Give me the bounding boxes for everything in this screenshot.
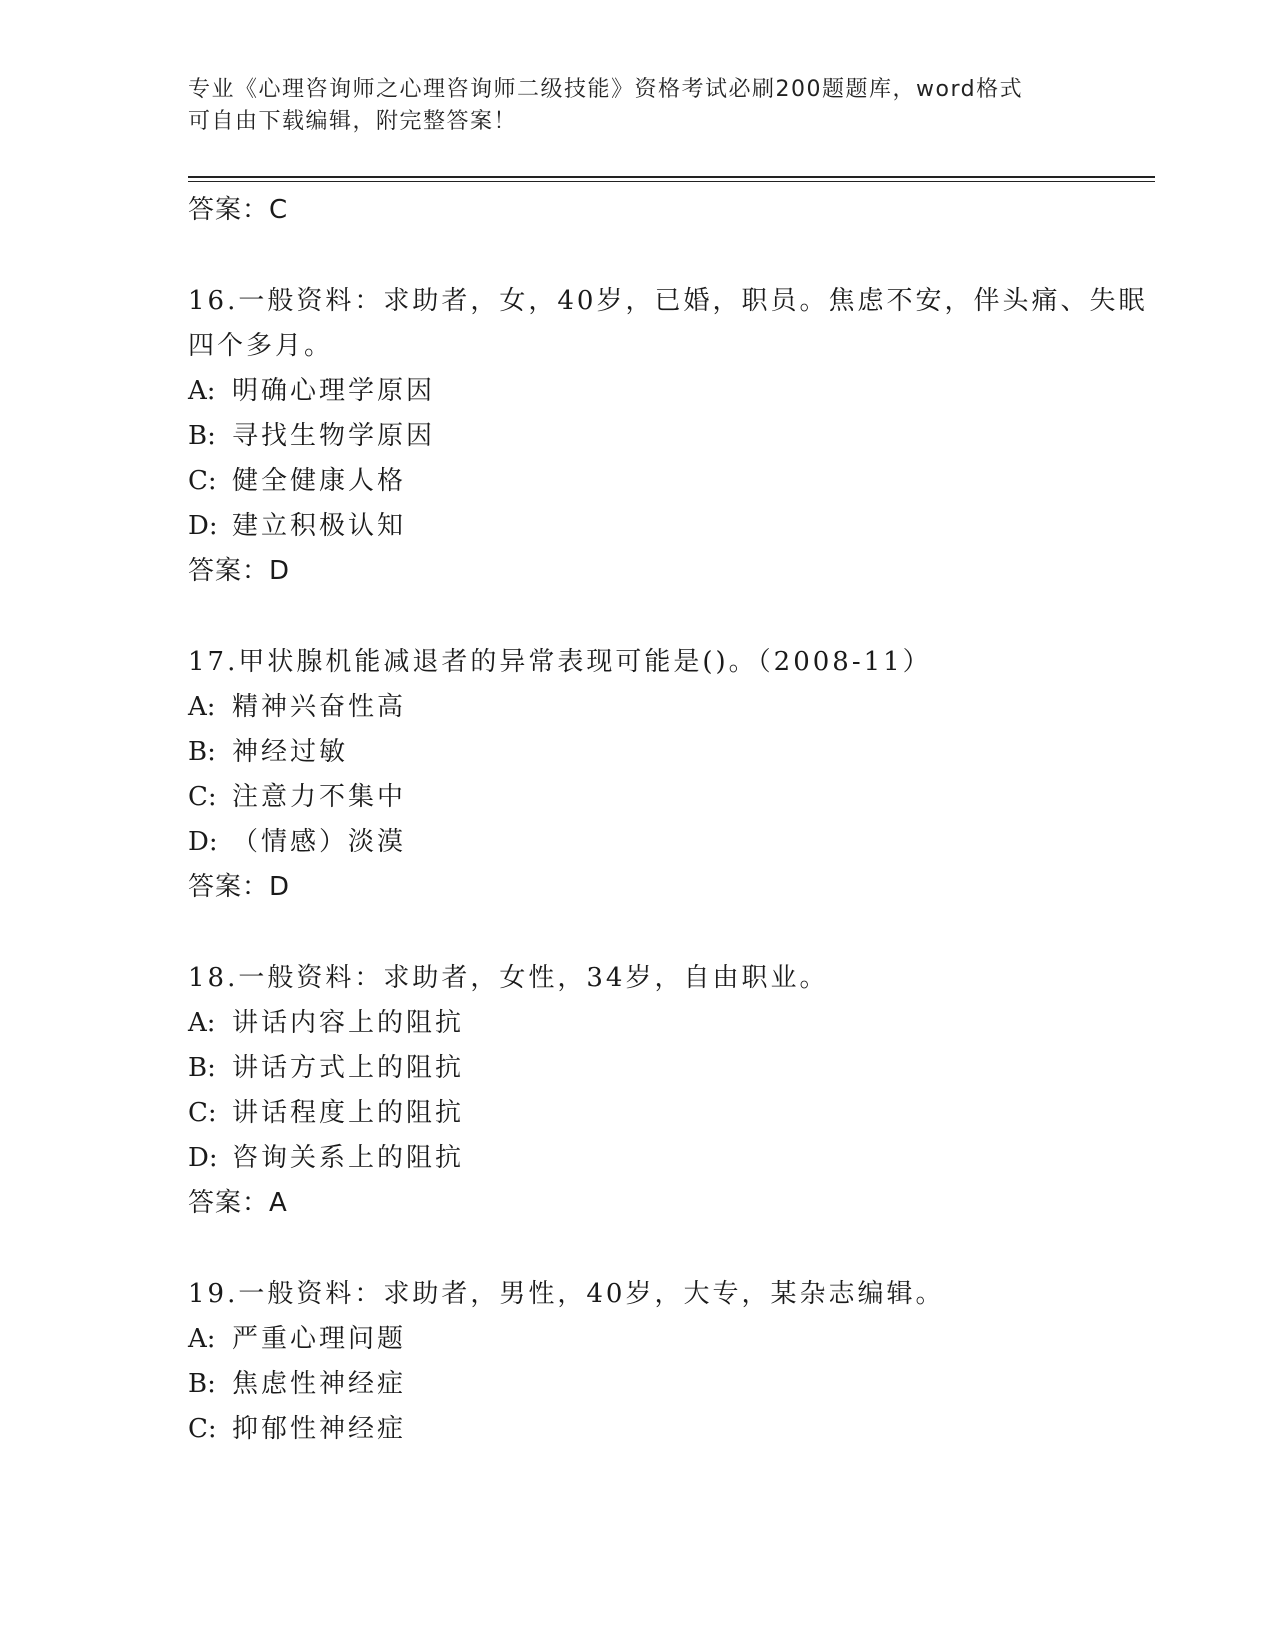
- option-b: [188, 1362, 1148, 1407]
- option-text: 寻找生物学原因: [232, 421, 436, 451]
- option-c: [188, 459, 1148, 504]
- answer-line: [188, 188, 1148, 233]
- question-stem: 一般资料：求助者，女性，34岁，自由职业。: [238, 963, 829, 993]
- answer-line: [188, 549, 1148, 594]
- header-line-1: 专业《心理咨询师之心理咨询师二级技能》资格考试必刷200题题库，word格式: [188, 77, 1024, 102]
- question-number: 17.: [188, 647, 239, 677]
- document-header: [188, 74, 1088, 138]
- question-stem: 一般资料：求助者，男性，40岁，大专，某杂志编辑。: [238, 1279, 945, 1309]
- question-number: 19.: [188, 1279, 239, 1309]
- option-text: 焦虑性神经症: [232, 1369, 407, 1399]
- option-a: [188, 1001, 1148, 1046]
- question-19: [188, 1272, 1148, 1452]
- option-c: [188, 1091, 1148, 1136]
- question-16: [188, 279, 1148, 594]
- option-letter: A:: [188, 376, 216, 406]
- question-18: [188, 956, 1148, 1226]
- answer-label: 答案：: [188, 1188, 270, 1218]
- option-text: （情感）淡漠: [232, 827, 407, 857]
- option-letter: D:: [188, 511, 218, 541]
- question-stem: 一般资料：求助者，女，40岁，已婚，职员。焦虑不安，伴头痛、失眠四个多月。: [188, 286, 1148, 361]
- option-text: 讲话程度上的阻抗: [232, 1098, 465, 1128]
- question-text: [188, 640, 1148, 685]
- option-text: 严重心理问题: [232, 1324, 407, 1354]
- option-text: 明确心理学原因: [232, 376, 436, 406]
- option-text: 讲话方式上的阻抗: [232, 1053, 465, 1083]
- option-a: [188, 685, 1148, 730]
- option-a: [188, 1317, 1148, 1362]
- question-text: [188, 279, 1148, 369]
- option-text: 讲话内容上的阻抗: [232, 1008, 465, 1038]
- option-text: 神经过敏: [232, 737, 349, 767]
- option-letter: D:: [188, 1143, 218, 1173]
- question-text: [188, 1272, 1148, 1317]
- option-c: [188, 775, 1148, 820]
- option-letter: C:: [188, 1414, 217, 1444]
- answer-line: [188, 1181, 1148, 1226]
- option-letter: C:: [188, 466, 217, 496]
- option-text: 注意力不集中: [232, 782, 407, 812]
- option-b: [188, 730, 1148, 775]
- option-a: [188, 369, 1148, 414]
- question-text: [188, 956, 1148, 1001]
- option-b: [188, 414, 1148, 459]
- option-c: [188, 1407, 1148, 1452]
- header-line-2: 可自由下载编辑，附完整答案！: [188, 109, 518, 134]
- answer-value: C: [269, 195, 289, 225]
- option-letter: B:: [188, 421, 216, 451]
- answer-value: D: [269, 872, 291, 902]
- option-letter: B:: [188, 1053, 216, 1083]
- option-d: [188, 820, 1148, 865]
- option-d: [188, 1136, 1148, 1181]
- answer-value: A: [269, 1188, 288, 1218]
- option-letter: B:: [188, 1369, 216, 1399]
- question-stem: 甲状腺机能减退者的异常表现可能是()。（2008-11）: [238, 647, 932, 677]
- option-letter: A:: [188, 1008, 216, 1038]
- option-text: 咨询关系上的阻抗: [232, 1143, 465, 1173]
- answer-label: 答案：: [188, 195, 270, 225]
- option-text: 建立积极认知: [232, 511, 407, 541]
- option-letter: C:: [188, 1098, 217, 1128]
- option-letter: C:: [188, 782, 217, 812]
- option-letter: D:: [188, 827, 218, 857]
- option-text: 健全健康人格: [232, 466, 407, 496]
- question-list: [188, 188, 1148, 1452]
- header-rule-thick: [188, 176, 1155, 178]
- answer-line: [188, 865, 1148, 910]
- option-b: [188, 1046, 1148, 1091]
- option-text: 抑郁性神经症: [232, 1414, 407, 1444]
- question-17: [188, 640, 1148, 910]
- option-letter: A:: [188, 692, 216, 722]
- answer-label: 答案：: [188, 872, 270, 902]
- answer-value: D: [269, 556, 291, 586]
- header-rule-thin: [188, 181, 1155, 182]
- answer-label: 答案：: [188, 556, 270, 586]
- option-letter: A:: [188, 1324, 216, 1354]
- option-letter: B:: [188, 737, 216, 767]
- option-text: 精神兴奋性高: [232, 692, 407, 722]
- option-d: [188, 504, 1148, 549]
- question-number: 18.: [188, 963, 239, 993]
- question-number: 16.: [188, 286, 239, 316]
